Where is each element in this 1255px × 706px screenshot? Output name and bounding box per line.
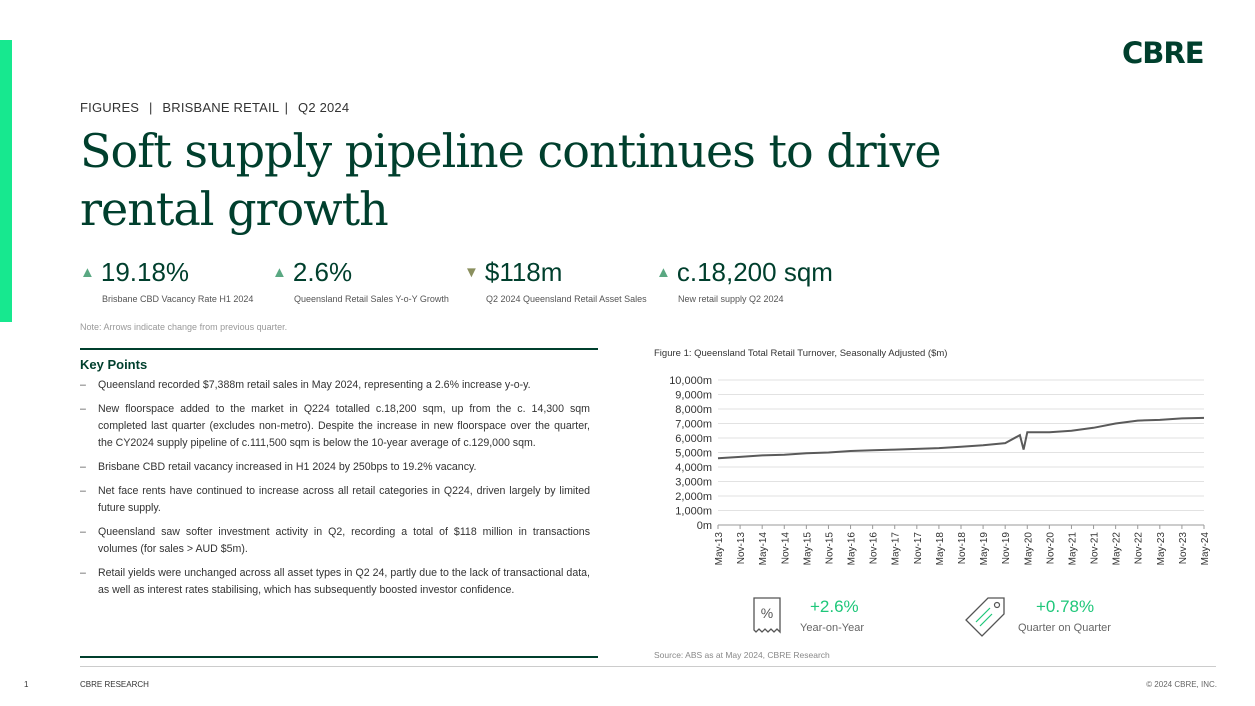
- x-tick-label: Nov-17: [912, 532, 924, 565]
- y-tick-label: 1,000m: [675, 505, 712, 518]
- y-tick-label: 7,000m: [675, 418, 712, 431]
- stat-value: 19.18%: [100, 257, 190, 287]
- x-tick-label: Nov-14: [780, 532, 792, 565]
- stat-new-supply: [656, 257, 833, 304]
- stat-asset-sales: [464, 257, 647, 304]
- x-tick-label: Nov-13: [736, 532, 748, 565]
- key-points-title: Key Points: [80, 357, 148, 372]
- y-tick-label: 3,000m: [675, 476, 712, 489]
- breadcrumb-section: FIGURES: [80, 100, 140, 115]
- page-number: 1: [24, 680, 29, 689]
- cbre-logo: CBRE: [1122, 36, 1204, 70]
- kpi-caption: Year-on-Year: [800, 622, 865, 634]
- y-tick-label: 0m: [696, 520, 712, 532]
- source-note: Source: ABS as at May 2024, CBRE Research: [654, 650, 830, 660]
- x-tick-label: May-16: [846, 532, 858, 566]
- page-title: Soft supply pipeline continues to drive rental growth: [80, 124, 941, 236]
- y-tick-label: 6,000m: [675, 433, 712, 445]
- x-tick-label: May-13: [714, 532, 725, 566]
- x-tick-label: Nov-15: [824, 532, 836, 565]
- footer-research-label: CBRE RESEARCH: [80, 680, 149, 689]
- kpi-value: +2.6%: [810, 597, 859, 616]
- stat-value: c.18,200 sqm: [676, 257, 833, 287]
- section-divider: [80, 656, 598, 658]
- x-tick-label: May-18: [934, 532, 946, 566]
- x-tick-label: May-21: [1067, 532, 1079, 566]
- stat-sales-growth: [272, 257, 449, 304]
- x-tick-label: May-19: [979, 532, 991, 566]
- x-tick-label: Nov-21: [1089, 532, 1101, 565]
- x-tick-label: Nov-20: [1045, 532, 1057, 565]
- list-item: – Net face rents have continued to increase across all retail categories in Q224, driven largely by limited future supply.: [80, 483, 590, 517]
- kpi-caption: Quarter on Quarter: [1018, 622, 1111, 634]
- stat-label: Q2 2024 Queensland Retail Asset Sales: [486, 294, 647, 304]
- list-item: – New floorspace added to the market in Q224 totalled c.18,200 sqm, up from the c. 14,300 sqm completed last quarter (excludes non-metro). Despite the increase in new floorspace over the quarter, the CY2024 supply pipeline of c.111,500 sqm is below the 10-year average of c.129,000 sqm.: [80, 401, 590, 452]
- x-tick-label: May-23: [1155, 532, 1167, 566]
- list-item: – Brisbane CBD retail vacancy increased in H1 2024 by 250bps to 19.2% vacancy.: [80, 459, 590, 476]
- stat-vacancy: [80, 257, 253, 304]
- list-item: – Queensland saw softer investment activity in Q2, recording a total of $118 million in transactions volumes (for sales > AUD $5m).: [80, 524, 590, 558]
- retail-turnover-chart: [654, 370, 1214, 585]
- arrow-up-icon: ▲: [656, 264, 671, 281]
- footer-divider: [80, 666, 1216, 667]
- y-tick-label: 4,000m: [675, 462, 712, 474]
- section-divider: [80, 348, 598, 350]
- x-tick-label: May-24: [1200, 532, 1211, 566]
- svg-text:%: %: [760, 605, 774, 621]
- breadcrumb: [80, 100, 349, 115]
- stat-value: $118m: [484, 257, 563, 287]
- x-tick-label: May-15: [802, 532, 814, 566]
- x-tick-label: Nov-18: [957, 532, 968, 565]
- arrows-note: Note: Arrows indicate change from previous quarter.: [80, 322, 288, 332]
- price-tag-icon: [962, 594, 1010, 640]
- x-tick-label: May-22: [1111, 532, 1123, 566]
- y-tick-label: 8,000m: [675, 404, 712, 416]
- y-tick-label: 2,000m: [675, 491, 712, 503]
- x-tick-label: Nov-16: [868, 532, 880, 565]
- y-tick-label: 9,000m: [675, 389, 712, 402]
- footer-copyright: © 2024 CBRE, INC.: [1146, 680, 1217, 689]
- list-item: – Retail yields were unchanged across all asset types in Q2 24, partly due to the lack of transactional data, as well as interest rates stabilising, which has subsequently boosted investor confidence.: [80, 565, 590, 599]
- receipt-percent-icon: [750, 594, 790, 636]
- arrow-up-icon: ▲: [80, 264, 95, 281]
- arrow-down-icon: ▼: [464, 264, 479, 281]
- accent-bar: [0, 40, 12, 322]
- x-tick-label: Nov-23: [1177, 532, 1189, 565]
- x-tick-label: May-17: [890, 532, 902, 566]
- y-tick-label: 10,000m: [669, 375, 712, 387]
- stat-value: 2.6%: [292, 257, 353, 287]
- stat-label: Brisbane CBD Vacancy Rate H1 2024: [102, 294, 254, 304]
- key-points-list: [80, 377, 590, 606]
- arrow-up-icon: ▲: [272, 264, 287, 281]
- kpi-value: +0.78%: [1036, 597, 1095, 616]
- breadcrumb-market: BRISBANE RETAIL: [162, 100, 279, 115]
- x-tick-label: Nov-22: [1133, 532, 1145, 565]
- x-tick-label: May-14: [758, 532, 770, 566]
- breadcrumb-separator: |: [284, 100, 289, 115]
- list-item: – Queensland recorded $7,388m retail sales in May 2024, representing a 2.6% increase y-o-y.: [80, 377, 590, 394]
- stat-label: New retail supply Q2 2024: [678, 294, 784, 304]
- y-tick-label: 5,000m: [675, 447, 712, 460]
- stat-label: Queensland Retail Sales Y-o-Y Growth: [294, 294, 449, 304]
- breadcrumb-period: Q2 2024: [298, 100, 350, 115]
- breadcrumb-separator: |: [149, 100, 153, 115]
- x-tick-label: May-20: [1023, 532, 1035, 566]
- figure-title: Figure 1: Queensland Total Retail Turnover, Seasonally Adjusted ($m): [654, 348, 948, 359]
- x-tick-label: Nov-19: [1001, 532, 1013, 565]
